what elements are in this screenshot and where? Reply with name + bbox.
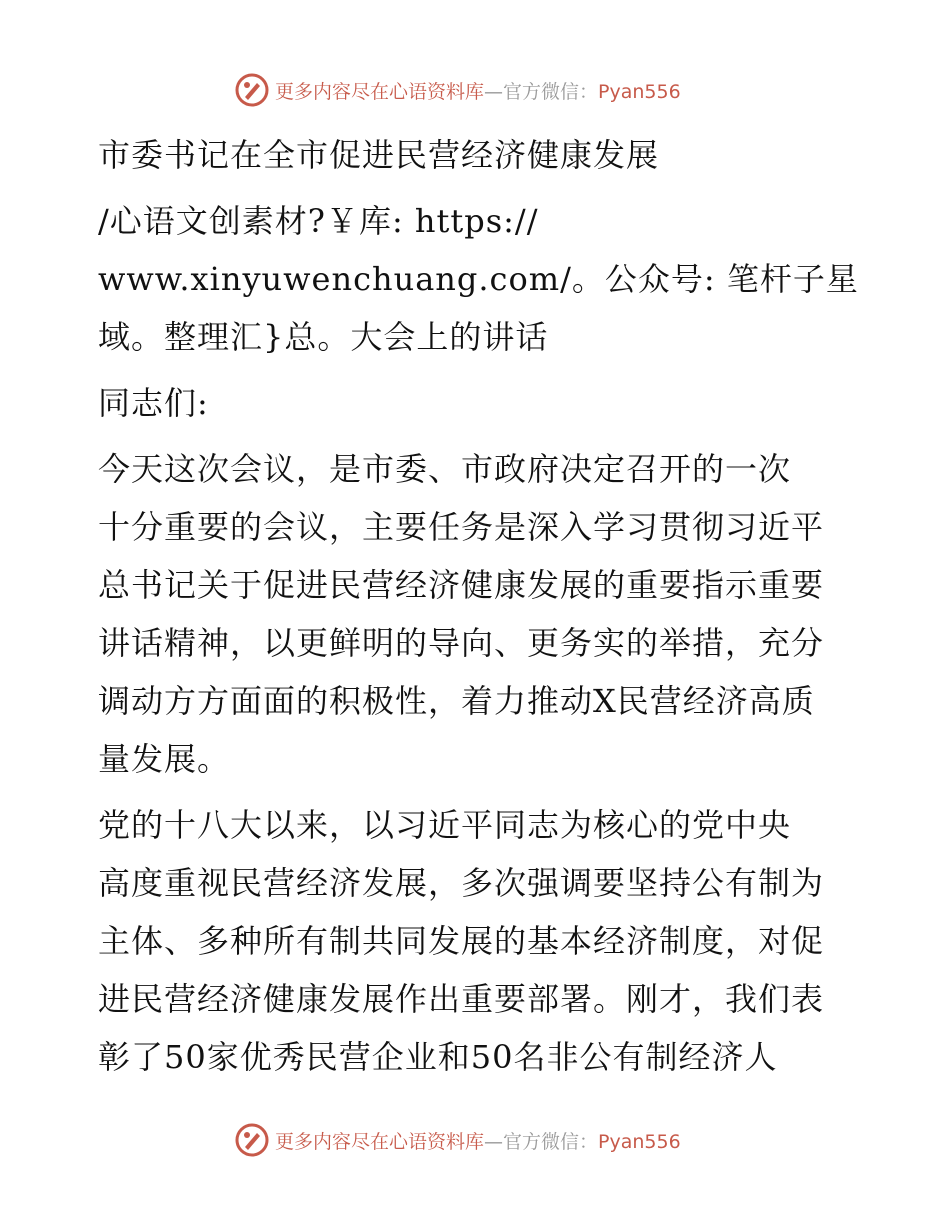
paragraph-line: 进民营经济健康发展作出重要部署。刚才，我们表	[98, 980, 825, 1018]
banner-dash: —	[484, 80, 504, 103]
paragraph-line: 党的十八大以来，以习近平同志为核心的党中央	[98, 806, 792, 844]
paragraph-line: 量发展。	[98, 740, 231, 778]
banner-text	[275, 1127, 681, 1154]
paragraph-line: 主体、多种所有制共同发展的基本经济制度，对促	[98, 922, 825, 960]
document-title-line-2: /心语文创素材?￥库: https://	[98, 202, 539, 240]
brand-logo-icon	[235, 1123, 269, 1157]
document-title-line-4: 域。整理汇}总。大会上的讲话	[98, 318, 549, 356]
paragraph-line: 高度重视民营经济发展，多次强调要坚持公有制为	[98, 864, 825, 902]
banner-dash: —	[484, 1130, 504, 1153]
paragraph-line: 今天这次会议，是市委、市政府决定召开的一次	[98, 450, 792, 488]
banner-text	[275, 77, 681, 104]
banner-wechat-id: Pyan556	[598, 1130, 681, 1153]
banner-main-text: 更多内容尽在心语资料库	[275, 80, 485, 103]
banner-wechat-label: 官方微信：	[503, 80, 599, 103]
footer-banner	[235, 1120, 715, 1160]
document-title-line-1: 市委书记在全市促进民营经济健康发展	[98, 136, 660, 174]
document-body	[98, 126, 858, 1086]
paragraph-line: 调动方方面面的积极性，着力推动X民营经济高质	[98, 682, 815, 720]
salutation: 同志们:	[98, 384, 209, 422]
document-title-line-3: www.xinyuwenchuang.com/。公众号: 笔杆子星	[98, 260, 859, 298]
paragraph-line: 彰了50家优秀民营企业和50名非公有制经济人	[98, 1038, 778, 1076]
paragraph-line: 总书记关于促进民营经济健康发展的重要指示重要	[98, 566, 825, 604]
banner-wechat-label: 官方微信：	[503, 1130, 599, 1153]
paragraph-line: 讲话精神，以更鲜明的导向、更务实的举措，充分	[98, 624, 825, 662]
brand-logo-icon	[235, 73, 269, 107]
banner-main-text: 更多内容尽在心语资料库	[275, 1130, 485, 1153]
paragraph-line: 十分重要的会议，主要任务是深入学习贯彻习近平	[98, 508, 825, 546]
header-banner	[235, 70, 715, 110]
banner-wechat-id: Pyan556	[598, 80, 681, 103]
